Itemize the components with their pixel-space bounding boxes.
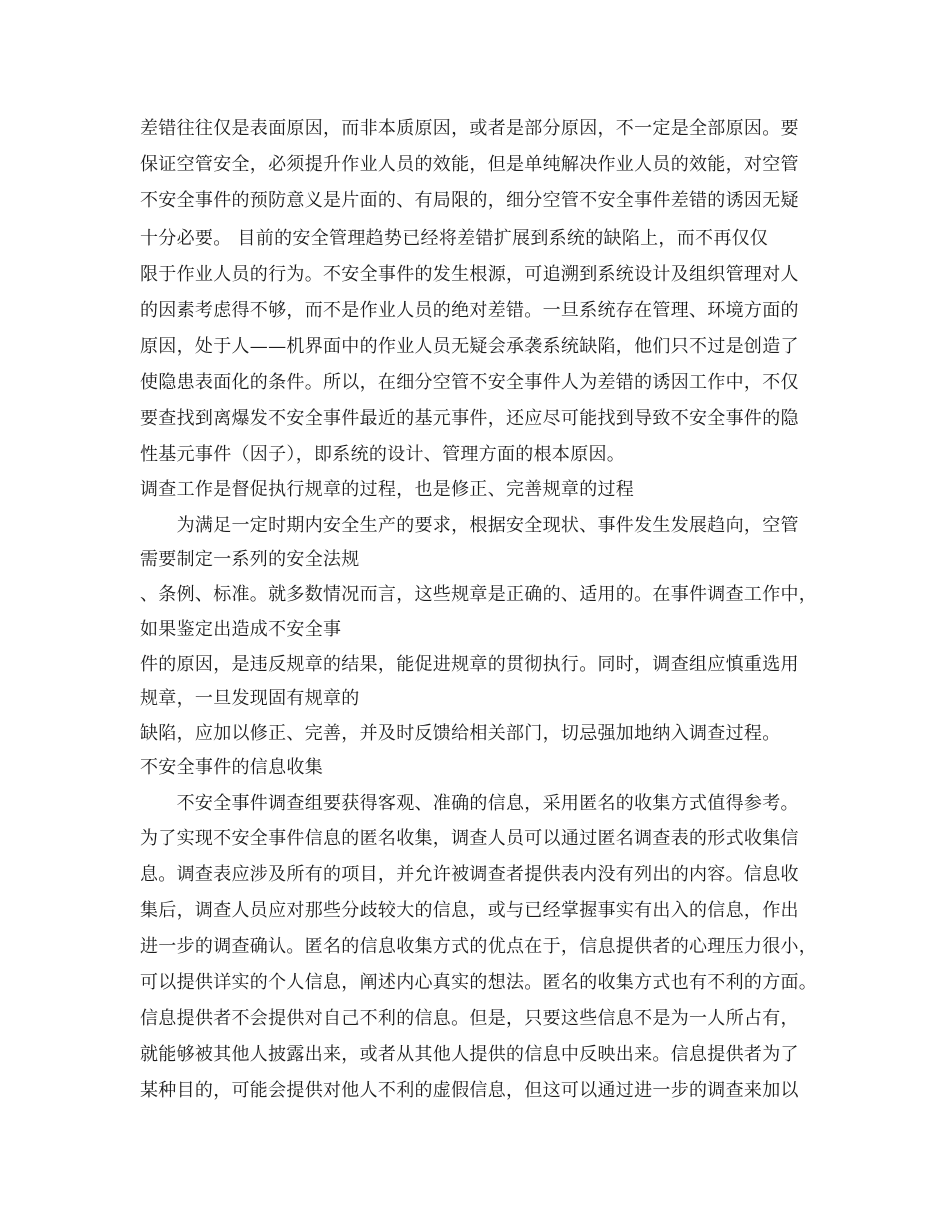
text-line: 信息提供者不会提供对自己不利的信息。但是，只要这些信息不是为一人所占有， bbox=[140, 1008, 799, 1029]
text-line: 规章，一旦发现固有规章的 bbox=[140, 688, 360, 709]
text-line: 缺陷，应加以修正、完善，并及时反馈给相关部门，切忌强加地纳入调查过程。 bbox=[140, 723, 781, 744]
text-line: 如果鉴定出造成不安全事 bbox=[140, 619, 342, 640]
text-line: 不安全事件调查组要获得客观、准确的信息，采用匿名的收集方式值得参考。 bbox=[140, 793, 799, 814]
section-heading: 不安全事件的信息收集 bbox=[140, 757, 323, 778]
text-line: 保证空管安全，必须提升作业人员的效能，但是单纯解决作业人员的效能，对空管 bbox=[140, 154, 799, 175]
text-line: 原因，处于人——机界面中的作业人员无疑会承袭系统缺陷，他们只不过是创造了 bbox=[140, 336, 799, 357]
text-line: 就能够被其他人披露出来，或者从其他人提供的信息中反映出来。信息提供者为了 bbox=[140, 1044, 799, 1065]
text-line: 可以提供详实的个人信息，阐述内心真实的想法。匿名的收集方式也有不利的方面。 bbox=[140, 972, 818, 993]
text-line: 要查找到离爆发不安全事件最近的基元事件，还应尽可能找到导致不安全事件的隐 bbox=[140, 408, 799, 429]
text-line: 集后，调查人员应对那些分歧较大的信息，或与已经掌握事实有出入的信息，作出 bbox=[140, 900, 799, 921]
section-heading: 调查工作是督促执行规章的过程，也是修正、完善规章的过程 bbox=[140, 479, 635, 500]
text-line: 限于作业人员的行为。不安全事件的发生根源，可追溯到系统设计及组织管理对人 bbox=[140, 264, 799, 285]
text-line: 为满足一定时期内安全生产的要求，根据安全现状、事件发生发展趋向，空管 bbox=[140, 515, 799, 536]
text-line: 件的原因，是违反规章的结果，能促进规章的贯彻执行。同时，调查组应慎重选用 bbox=[140, 654, 799, 675]
text-line: 进一步的调查确认。匿名的信息收集方式的优点在于，信息提供者的心理压力很小， bbox=[140, 936, 818, 957]
text-line: 、条例、标准。就多数情况而言，这些规章是正确的、适用的。在事件调查工作中， bbox=[140, 584, 818, 605]
text-line: 使隐患表面化的条件。所以，在细分空管不安全事件人为差错的诱因工作中，不仅 bbox=[140, 372, 799, 393]
text-line: 十分必要。 目前的安全管理趋势已经将差错扩展到系统的缺陷上，而不再仅仅 bbox=[140, 228, 769, 249]
text-line: 为了实现不安全事件信息的匿名收集，调查人员可以通过匿名调查表的形式收集信 bbox=[140, 828, 799, 849]
text-line: 性基元事件（因子），即系统的设计、管理方面的根本原因。 bbox=[140, 444, 626, 465]
text-line: 差错往往仅是表面原因，而非本质原因，或者是部分原因，不一定是全部原因。要 bbox=[140, 118, 799, 139]
text-line: 不安全事件的预防意义是片面的、有局限的，细分空管不安全事件差错的诱因无疑 bbox=[140, 190, 799, 211]
text-line: 某种目的，可能会提供对他人不利的虚假信息，但这可以通过进一步的调查来加以 bbox=[140, 1080, 799, 1101]
text-line: 的因素考虑得不够，而不是作业人员的绝对差错。一旦系统存在管理、环境方面的 bbox=[140, 300, 799, 321]
text-line: 需要制定一系列的安全法规 bbox=[140, 549, 360, 570]
text-line: 息。调查表应涉及所有的项目，并允许被调查者提供表内没有列出的内容。信息收 bbox=[140, 864, 799, 885]
